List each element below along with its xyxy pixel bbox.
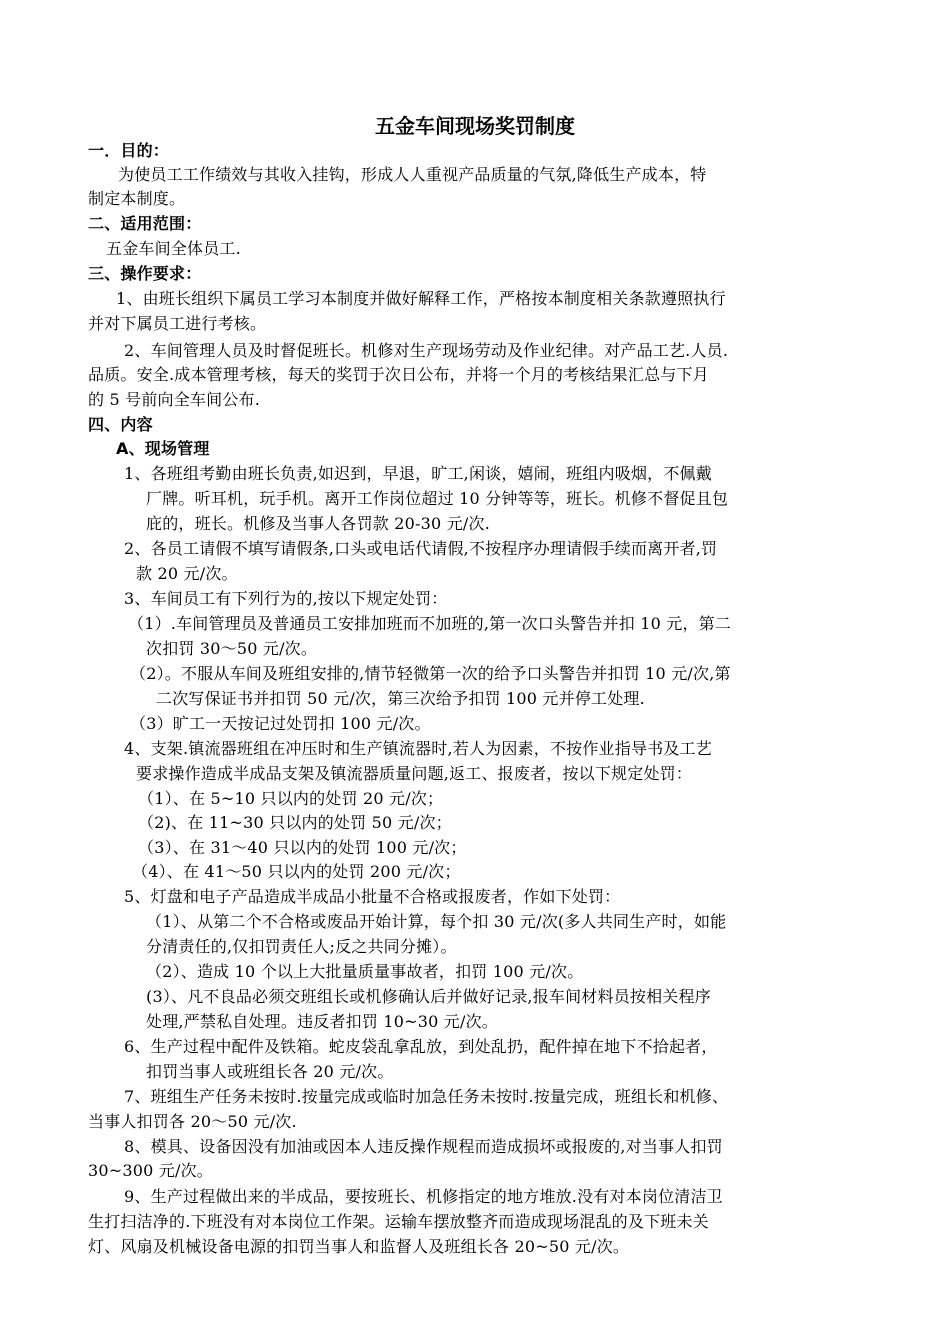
section-heading: 四、内容 [88, 415, 153, 434]
text-line: （1）、在 5~10 只以内的处罚 20 元/次； [138, 789, 444, 808]
text-line: 灯、风扇及机械设备电源的扣罚当事人和监督人及班组长各 20~50 元/次。 [88, 1237, 630, 1256]
text-line: 2、各员工请假不填写请假条,口头或电话代请假,不按程序办理请假手续而离开者,罚 [124, 539, 718, 558]
text-line: 并对下属员工进行考核。 [88, 314, 267, 333]
text-line: 30~300 元/次。 [88, 1161, 213, 1180]
text-line: 5、灯盘和电子产品造成半成品小批量不合格或报废者，作如下处罚： [124, 887, 621, 906]
text-line: 庇的，班长。机修及当事人各罚款 20-30 元/次. [146, 514, 490, 533]
text-line: 次扣罚 30～50 元/次。 [146, 639, 318, 658]
text-line: （4）、在 41～50 只以内的处罚 200 元/次； [132, 862, 461, 881]
section-heading: A、现场管理 [116, 439, 210, 458]
text-line: 1、各班组考勤由班长负责,如迟到，早退，旷工,闲谈，嬉闹，班组内吸烟，不佩戴 [124, 464, 712, 483]
text-line: （1）、从第二个不合格或废品开始计算，每个扣 30 元/次(多人共同生产时，如能 [146, 912, 727, 931]
document-title: 五金车间现场奖罚制度 [375, 114, 575, 138]
text-line: 生打扫洁净的.下班没有对本岗位工作架。运输车摆放整齐而造成现场混乱的及下班未关 [88, 1212, 709, 1231]
section-heading: 二、适用范围： [88, 214, 202, 233]
text-line: 4、支架.镇流器班组在冲压时和生产镇流器时,若人为因素，不按作业指导书及工艺 [124, 739, 712, 758]
text-line: 制定本制度。 [88, 189, 186, 208]
text-line: 2、车间管理人员及时督促班长。机修对生产现场劳动及作业纪律。对产品工艺.人员. [124, 341, 729, 360]
text-line: 品质。安全.成本管理考核，每天的奖罚于次日公布，并将一个月的考核结果汇总与下月 [88, 365, 709, 384]
text-line: 当事人扣罚各 20～50 元/次. [88, 1112, 297, 1131]
section-heading: 三、操作要求： [88, 264, 202, 283]
text-line: 6、生产过程中配件及铁箱。蛇皮袋乱拿乱放，到处乱扔，配件掉在地下不拾起者， [124, 1037, 718, 1056]
text-line: 五金车间全体员工. [106, 239, 241, 258]
text-line: （2）。不服从车间及班组安排的,情节轻微第一次的给予口头警告并扣罚 10 元/次,第 [130, 664, 731, 683]
text-line: 为使员工工作绩效与其收入挂钩，形成人人重视产品质量的气氛,降低生产成本，特 [118, 165, 707, 184]
text-line: （3）、在 31～40 只以内的处罚 100 元/次； [138, 838, 467, 857]
text-line: 1、由班长组织下属员工学习本制度并做好解释工作，严格按本制度相关条款遵照执行 [116, 289, 726, 308]
text-line: 扣罚当事人或班组长各 20 元/次。 [146, 1062, 394, 1081]
text-line: （2)、在 11~30 只以内的处罚 50 元/次； [138, 813, 452, 832]
text-line: 处理,严禁私自处理。违反者扣罚 10~30 元/次。 [146, 1012, 498, 1031]
text-line: （1）.车间管理员及普通员工安排加班而不加班的,第一次口头警告并扣 10 元，第二 [128, 614, 732, 633]
text-line: 厂牌。听耳机，玩手机。离开工作岗位超过 10 分钟等等，班长。机修不督促且包 [146, 489, 729, 508]
text-line: 分清责任的,仅扣罚责任人;反之共同分摊）。 [146, 937, 457, 956]
text-line: 二次写保证书并扣罚 50 元/次，第三次给予扣罚 100 元并停工处理. [156, 689, 645, 708]
text-line: 3、车间员工有下列行为的,按以下规定处罚： [124, 589, 448, 608]
text-line: （3）旷工一天按记过处罚扣 100 元/次。 [130, 714, 431, 733]
text-line: 7、班组生产任务未按时.按量完成或临时加急任务未按时.按量完成，班组长和机修、 [124, 1087, 729, 1106]
text-line: （2）、造成 10 个以上大批量质量事故者，扣罚 100 元/次。 [146, 962, 584, 981]
text-line: (3）、凡不良品必须交班组长或机修确认后并做好记录,报车间材料员按相关程序 [146, 987, 711, 1006]
text-line: 款 20 元/次。 [136, 564, 238, 583]
text-line: 8、模具、设备因没有加油或因本人违反操作规程而造成损坏或报废的,对当事人扣罚 [124, 1137, 723, 1156]
text-line: 要求操作造成半成品支架及镇流器质量问题,返工、报废者，按以下规定处罚： [136, 764, 693, 783]
text-line: 9、生产过程做出来的半成品，要按班长、机修指定的地方堆放.没有对本岗位清洁卫 [124, 1187, 723, 1206]
text-line: 的 5 号前向全车间公布. [88, 390, 261, 409]
section-heading: 一．目的： [88, 141, 170, 160]
